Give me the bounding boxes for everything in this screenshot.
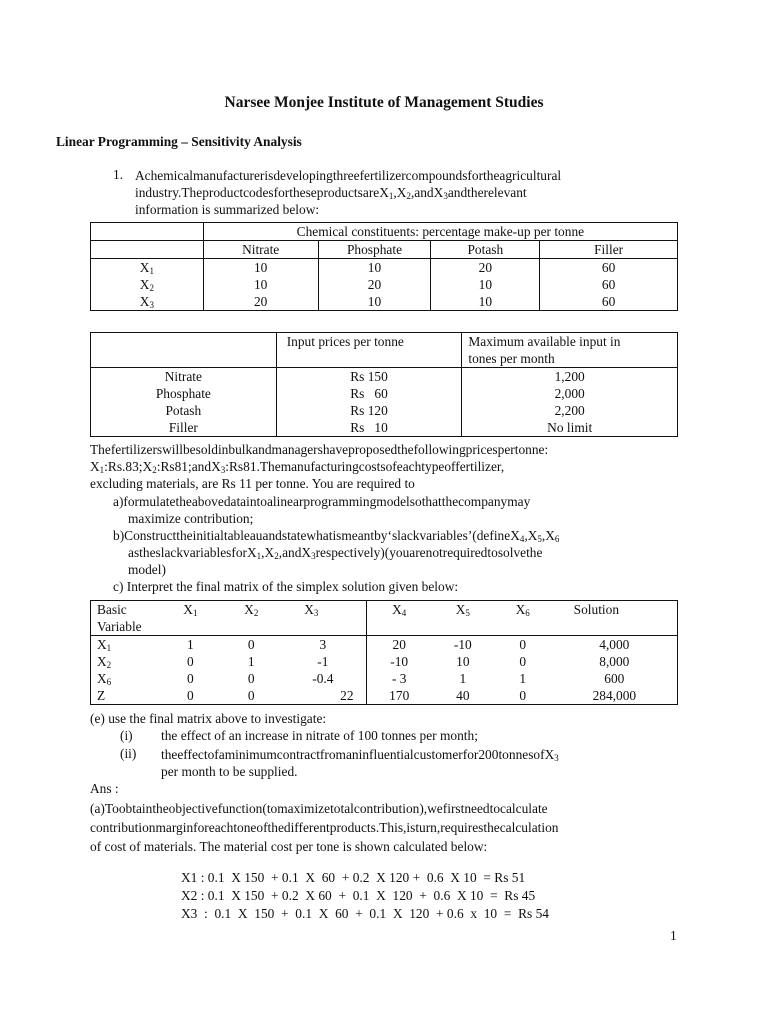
sub-item-text xyxy=(161,746,678,780)
constituents-table xyxy=(90,222,678,311)
table-cell: 0 xyxy=(247,671,255,686)
table-cell: -0.4 xyxy=(280,670,366,687)
column-header: $X_2$ xyxy=(222,601,280,636)
sub-item-number: (i) xyxy=(120,728,133,743)
table-cell: 22 xyxy=(280,687,366,705)
cost-calculation: X2 : 0.1 X 150 + 0.2 X 60 + 0.1 X 120 + 0.6 X 10 = Rs 45 xyxy=(181,888,536,903)
task-item-a-cont: maximize contribution; xyxy=(128,511,254,526)
table-cell: 10 xyxy=(203,276,318,293)
column-header: $X_1$ xyxy=(158,601,222,636)
row-label: Nitrate xyxy=(91,368,277,386)
table-cell: 0 xyxy=(519,654,527,669)
table-cell: 1 xyxy=(519,671,527,686)
table-cell: 0 xyxy=(222,687,280,705)
table-cell: 8,000 xyxy=(552,653,678,670)
basic-variable-header xyxy=(91,601,159,636)
row-label: Z xyxy=(91,687,159,705)
table-cell: Rs 60 xyxy=(276,385,462,402)
task-item-b-cont: $astheslackvariablesforX_1,X_2,andX_3respectively)(youarenotrequiredtosolvethe$ xyxy=(128,545,543,561)
task-item-b-cont: model) xyxy=(128,562,166,577)
column-header: $X_6$ xyxy=(494,601,552,636)
table-cell: Rs 10 xyxy=(276,419,462,437)
table-cell: -10 xyxy=(366,653,432,670)
answer-line: of cost of materials. The material cost per tone is shown calculated below: xyxy=(90,839,488,854)
table-cell: Rs 120 xyxy=(276,402,462,419)
row-label: Potash xyxy=(91,402,277,419)
table-cell: 0 xyxy=(494,636,552,654)
paragraph-line: Thefertilizerswillbesoldinbulkandmanagershaveproposedthefollowingpricespertonne: xyxy=(90,442,549,457)
table-cell: 10 xyxy=(318,259,431,277)
row-label: $X_1$ xyxy=(91,259,204,277)
table-cell: 60 xyxy=(540,293,678,311)
table-cell: 2,200 xyxy=(462,402,678,419)
question-number: 1. xyxy=(113,167,124,182)
row-label: $X_2$ xyxy=(91,653,159,670)
row-label: $X_3$ xyxy=(91,293,204,311)
table-cell: 1,200 xyxy=(462,368,678,386)
sub-item-line: theeffectofaminimumcontractfromaninfluentialcustomerfor200tonnesofX$_3$ xyxy=(161,747,559,763)
column-header: $X_3$ xyxy=(280,601,366,636)
table-cell: 10 xyxy=(203,259,318,277)
row-label: Phosphate xyxy=(91,385,277,402)
table-cell: - 3 xyxy=(366,670,432,687)
paragraph-line: excluding materials, are Rs 11 per tonne. You are required to xyxy=(90,476,415,491)
table-cell: -10 xyxy=(432,636,494,654)
table-cell: 170 xyxy=(366,687,432,705)
table-cell: 0 xyxy=(222,636,280,654)
task-list xyxy=(113,493,678,595)
document-title: Narsee Monjee Institute of Management Studies xyxy=(224,94,544,111)
table-cell: 20 xyxy=(203,293,318,311)
table-header: Chemical constituents: percentage make-up per tonne xyxy=(203,223,677,241)
sub-item-line: per month to be supplied. xyxy=(161,764,298,779)
table-cell: 60 xyxy=(540,276,678,293)
basic-header-line: Basic xyxy=(97,602,127,617)
table-cell: 0 xyxy=(158,687,222,705)
table-cell: 20 xyxy=(318,276,431,293)
table-cell: 0 xyxy=(494,687,552,705)
column-header: $X_5$ xyxy=(432,601,494,636)
row-label: $X_2$ xyxy=(91,276,204,293)
table-cell: 1 xyxy=(158,636,222,654)
column-header xyxy=(462,333,678,368)
prices-paragraph xyxy=(90,441,678,492)
answer-line: (a)Toobtaintheobjectivefunction(tomaximizetotalcontribution),wefirstneedtocalculate xyxy=(90,801,548,816)
table-cell: 0 xyxy=(187,671,194,686)
column-header: $X_4$ xyxy=(366,601,432,636)
intro-line: $industry.TheproductcodesfortheseproductsareX_1,X_2,andX_3andtherelevant$ xyxy=(135,185,527,201)
table-cell: 284,000 xyxy=(552,687,678,705)
cost-calculation: X3 : 0.1 X 150 + 0.1 X 60 + 0.1 X 120 + 0.6 x 10 = Rs 54 xyxy=(181,906,549,921)
sub-item-text: the effect of an increase in nitrate of 100 tonnes per month; xyxy=(161,728,478,743)
row-label: $X_1$ xyxy=(91,636,159,654)
column-header: Potash xyxy=(431,241,540,259)
section-heading: Linear Programming – Sensitivity Analysis xyxy=(56,134,302,149)
column-header: Filler xyxy=(540,241,678,259)
table-cell: 2,000 xyxy=(462,385,678,402)
intro-line: information is summarized below: xyxy=(135,202,320,217)
table-cell: 20 xyxy=(431,259,540,277)
table-corner xyxy=(91,333,277,368)
table-cell: 1 xyxy=(459,671,467,686)
column-header-line: tones per month xyxy=(468,351,555,366)
table-corner xyxy=(91,223,204,241)
column-header: Phosphate xyxy=(318,241,431,259)
task-item-b: $b)Constructtheinitialtableauandstatewhatismeantby‘slackvariables’(defineX_4,X_5,X_6$ xyxy=(113,528,560,544)
table-cell: 40 xyxy=(432,687,494,705)
row-label: $X_6$ xyxy=(91,670,159,687)
column-header: Nitrate xyxy=(203,241,318,259)
sub-item-number: (ii) xyxy=(120,746,137,761)
table-cell: 3 xyxy=(280,636,366,654)
table-cell: 10 xyxy=(456,654,470,669)
table-cell: 1 xyxy=(247,654,255,669)
table-cell: 60 xyxy=(540,259,678,277)
table-cell: 600 xyxy=(552,670,678,687)
page-number: 1 xyxy=(670,928,677,943)
column-header: Input prices per tonne xyxy=(276,333,462,368)
column-header-line: Maximum available input in xyxy=(468,334,621,349)
task-item-a: a)formulatetheabovedataintoalinearprogrammingmodelsothatthecompanymay xyxy=(113,494,531,509)
table-cell: 10 xyxy=(318,293,431,311)
answer-paragraph xyxy=(90,799,678,856)
task-item-c: c) Interpret the final matrix of the simplex solution given below: xyxy=(113,579,459,594)
basic-header-line: Variable xyxy=(97,619,142,634)
intro-line: Achemicalmanufacturerisdevelopingthreefertilizercompoundsfortheagricultural xyxy=(135,168,562,183)
question-intro xyxy=(135,167,677,218)
task-item-e: (e) use the final matrix above to investigate: xyxy=(90,711,327,726)
table-cell: Rs 150 xyxy=(276,368,462,386)
row-label: Filler xyxy=(91,419,277,437)
cost-calculation: X1 : 0.1 X 150 + 0.1 X 60 + 0.2 X 120 + 0.6 X 10 = Rs 51 xyxy=(181,870,526,885)
table-cell: 10 xyxy=(431,276,540,293)
input-prices-table xyxy=(90,332,678,437)
table-cell: -1 xyxy=(280,653,366,670)
column-header: Solution xyxy=(552,601,678,636)
table-cell: 10 xyxy=(431,293,540,311)
answer-line: contributionmarginforeachtoneofthedifferentproducts.This,isturn,requiresthecalculation xyxy=(90,820,559,835)
answer-label: Ans : xyxy=(90,781,119,796)
table-corner xyxy=(91,241,204,259)
table-cell: 0 xyxy=(187,654,194,669)
table-cell: 20 xyxy=(366,636,432,654)
table-cell: No limit xyxy=(462,419,678,437)
paragraph-line: $X_1:Rs.83;X_2:Rs81;andX_3:Rs81.Themanufacturingcostsofeachtypeoffertilizer$, xyxy=(90,459,505,475)
simplex-matrix-table xyxy=(90,600,678,705)
table-cell: 4,000 xyxy=(552,636,678,654)
